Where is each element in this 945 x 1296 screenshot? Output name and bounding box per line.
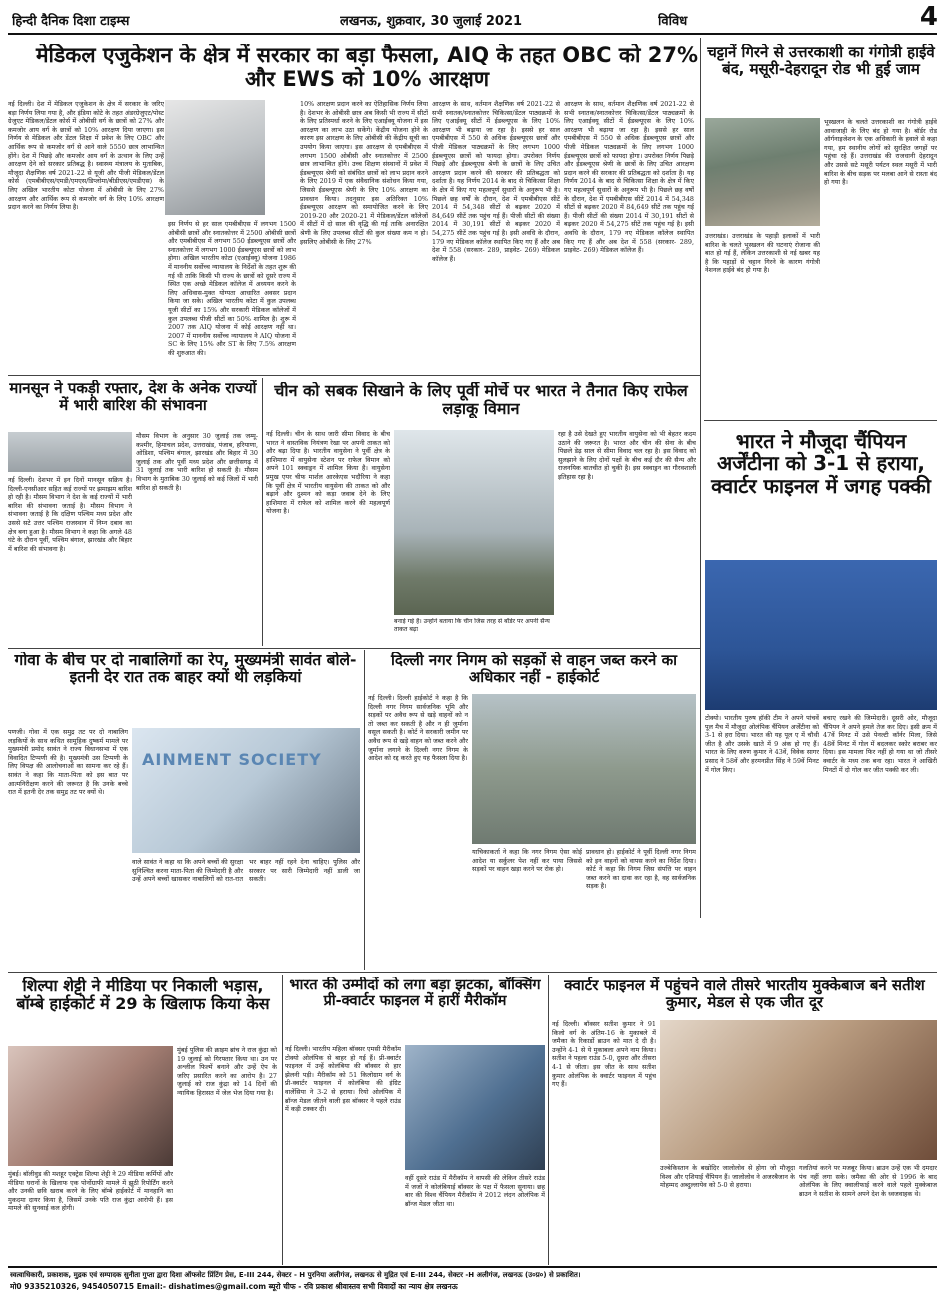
story9-body: नई दिल्ली। भारतीय महिला बॉक्सर एमसी मैरीकॉम टोक्यो ओलंपिक से बाहर हो गई हैं। प्री-क्वार्टर फाइनल में उन्हें कोलंबिया की बॉक्सर से हार झेलनी पड़ी। मैरीकॉम को 51 किलोग्राम वर्ग के प्री-क्वार्टर फाइनल में कोलंबिया की इंग्रिट वालेंसिया ने 3-2 से हराया। रियो ओलंपिक में ब्रॉन्ज मेडल जीतने वाली इस बॉक्सर ने पहले राउंड में कड़ी टक्कर दी।: [285, 1045, 401, 1114]
section-name: विविध: [658, 14, 688, 29]
story2-headline: चट्टानें गिरने से उत्तरकाशी का गंगोत्री हाईवे बंद, मसूरी-देहरादून रोड भी हुई जाम: [707, 44, 935, 78]
story10-body2: गलतियां करने पर मजबूर किया। ब्राउन उन्हें एक भी दमदार पंच नहीं लगा सके। जमैका की ओर से 1996 के बाद ओलंपिक के लिए क्वालीफाई करने वाले पहले मुक्केबाज ब्राउन ने सतीश के सामने अपने देश के ध्वजवाहक थे।: [799, 1164, 937, 1198]
divider: [8, 375, 700, 376]
story10-headline: क्वार्टर फाइनल में पहुंचने वाले तीसरे भारतीय मुक्केबाज बने सतीश कुमार, मेडल से एक जीत दूर: [564, 977, 925, 1011]
story7-photo: [472, 694, 696, 844]
photo-banner-text: AINMENT SOCIETY: [142, 750, 322, 769]
column-rule: [700, 38, 701, 918]
story8-headline: शिल्पा शेट्टी ने मीडिया पर निकाली भड़ास, बॉम्बे हाईकोर्ट में 29 के खिलाफ किया केस: [16, 977, 270, 1013]
story7-body2: याचिकाकर्ता ने कहा कि नगर निगम ऐसा कोई आदेश या सर्कुलर पेश नहीं कर पाया जिससे सड़कों पर वाहन खड़ा करने पर रोक हो।: [472, 848, 582, 874]
story1-photo: [165, 100, 265, 215]
story2-body: भूस्खलन के चलते उत्तरकाशी का गंगोत्री हाईवे आवाजाही के लिए बंद हो गया है। बॉर्डर रोड ऑर्गनाइजेशन के एक अधिकारी के हवाले से कहा गया, हम स्थानीय लोगों को सुरक्षित जगहों पर पहुंचा रहे हैं। उत्तराखंड की राजधानी देहरादून और उससे सटे मसूरी पर्यटन स्थल मसूरी में भारी बारिश के बीच सड़क पर मलबा आने से रास्ता बंद हो गया है।: [824, 118, 937, 187]
story1-body: नई दिल्ली। देश में मेडिकल एजुकेशन के क्षेत्र में सरकार के जरिए बड़ा निर्णय लिया गया है, और इंडिया कोटे के तहत अंडरग्रेजुएट/पोस्ट ग्रेजुएट मेडिकल/डेंटल कोर्स में ओबीसी वर्ग के छात्रों को 27% और कमजोर आय वर्ग के छात्रों को 10% आरक्षण दिया जाएगा। इस निर्णय से मेडिकल और डेंटल शिक्षा में प्रवेश के लिए OBC और आर्थिक रूप से कमजोर वर्ग से आने वाले 5550 छात्र लाभान्वित होंगे। देश में पिछड़े और कमजोर आय वर्ग के उत्थान के लिए उन्हें आरक्षण देने को सरकार प्रतिबद्ध है। स्वास्थ्य मंत्रालय के मुताबिक, मौजूदा शैक्षणिक वर्ष 2021-22 से यूजी और पीजी मेडिकल/डेंटल कोर्स (एमबीबीएस/एमडी/एमएस/डिप्लोमा/बीडीएस/एमडीएस) के लिए अखिल भारतीय कोटा योजना में ओबीसी के लिए 27% आरक्षण और आर्थिक रूप से कमजोर वर्ग के लिए 10% आरक्षण प्रदान करने का निर्णय लिया है।: [8, 100, 164, 212]
column-rule: [262, 378, 263, 646]
story3-photo: [8, 432, 132, 472]
story5-photo: [705, 560, 937, 710]
masthead: [0, 0, 945, 34]
story9-headline: भारत की उम्मीदों को लगा बड़ा झटका, बॉक्सिंग प्री-क्वार्टर फाइनल में हारीं मैरीकॉम: [289, 977, 541, 1010]
story1-body4: आरक्षण के साथ, वर्तमान शैक्षणिक वर्ष 2021-22 से सभी स्नातक/स्नातकोत्तर चिकित्सा/डेंटल पाठ्यक्रमों के लिए एआईक्यू सीटों में ईडब्ल्यूएस के लिए 10% आरक्षण भी बढ़ाया जा रहा है। इससे हर साल एमबीबीएस में 550 से अधिक ईडब्ल्यूएस छात्रों और पीजी मेडिकल पाठ्यक्रमों के लिए लगभग 1000 ईडब्ल्यूएस छात्रों को फायदा होगा। उपरोक्त निर्णय पिछड़े और ईडब्ल्यूएस श्रेणी के छात्रों के लिए उचित आरक्षण प्रदान करने की सरकार की प्रतिबद्धता को दर्शाता है। यह निर्णय 2014 के बाद से चिकित्सा शिक्षा के क्षेत्र में किए गए महत्वपूर्ण सुधारों के अनुरूप भी है। पिछले छह वर्षों के दौरान, देश में एमबीबीएस सीटें 2014 में 54,348 सीटों से बढ़कर 2020 में 84,649 सीटें तक पहुंच गई हैं। पीजी सीटों की संख्या 2014 में 30,191 सीटों से बढ़कर 2020 में 54,275 सीटें तक पहुंच गई है। इसी अवधि के दौरान, 179 नए मेडिकल कॉलेज स्थापित किए गए हैं और अब देश में 558 (सरकार- 289, प्राइवेट- 269) मेडिकल कॉलेज हैं।: [432, 100, 560, 263]
story8-photo: [8, 1046, 173, 1166]
story5-body: टोक्यो। भारतीय पुरुष हॉकी टीम ने अपने पांचवें पूल मैच में मौजूदा ओलंपिक चैंपियन अर्जेंटीना को 3-1 से हरा दिया। भारत की यह पूल ए में चौथी जीत है और उसके खाते में 9 अंक हो गए हैं। भारत के लिए वरुण कुमार ने 43वें, विवेक सागर प्रसाद ने 58वें और हरमनप्रीत सिंह ने 59वें मिनट में गोल किए।: [705, 714, 819, 774]
story7-headline: दिल्ली नगर निगम को सड़कों से वाहन जब्त करने का अधिकार नहीं - हाईकोर्ट: [390, 652, 678, 686]
paper-name: हिन्दी दैनिक दिशा टाइम्स: [12, 14, 130, 29]
divider: [704, 420, 937, 421]
story3-headline: मानसून ने पकड़ी रफ्तार, देश के अनेक राज्यों में भारी बारिश की संभावना: [9, 380, 257, 414]
story6-body: पणजी। गोवा में एक समुद्र तट पर दो नाबालिग लड़कियों के साथ कथित सामूहिक दुष्कर्म मामले पर मुख्यमंत्री प्रमोद सावंत ने राज्य विधानसभा में एक विवादित टिप्पणी की है। मुख्यमंत्री उस टिप्पणी के लिए विपक्ष की आलोचनाओं का सामना कर रहे हैं। सावंत ने कहा कि माता-पिता को इस बात पर आत्मनिरीक्षण करने की जरूरत है कि उनके बच्चे रात में इतनी देर तक समुद्र तट पर क्यों थे।: [8, 728, 128, 797]
story2-caption: उत्तराखंड। उत्तराखंड के पहाड़ी इलाकों में भारी बारिश के चलते भूस्खलन की घटनाएं रोजाना की बात हो गई हैं, लेकिन उत्तरकाशी से नई खबर यह है कि पहाड़ों से चट्टान गिरने के कारण गंगोत्री नेशनल हाईवे बंद हो गया है।: [705, 232, 820, 275]
story1-headline: मेडिकल एजुकेशन के क्षेत्र में सरकार का बड़ा फैसला, AIQ के तहत OBC को 27% और EWS को 10% आरक्षण: [36, 44, 698, 91]
story1-body2: इस निर्णय से हर साल एमबीबीएस में लगभग 1500 ओबीसी छात्रों और स्नातकोत्तर में 2500 ओबीसी छात्रों और एमबीबीएस में लगभग 550 ईडब्ल्यूएस छात्रों और स्नातकोत्तर में लगभग 1000 ईडब्ल्यूएस छात्रों को लाभ होगा। अखिल भारतीय कोटा (एआईक्यू) योजना 1986 में माननीय सर्वोच्च न्यायालय के निर्देशों के तहत शुरू की गई थी ताकि किसी भी राज्य के छात्रों को दूसरे राज्य में स्थित एक अच्छे मेडिकल कॉलेज में अध्ययन करने के लिए अधिवास-मुक्त योग्यता आधारित अवसर प्रदान किया जा सके। अखिल भारतीय कोटा में कुल उपलब्ध यूजी सीटों का 15% और सरकारी मेडिकल कॉलेजों में कुल उपलब्ध पीजी सीटों का 50% शामिल है। शुरू में 2007 तक AIQ योजना में कोई आरक्षण नहीं था। 2007 में माननीय सर्वोच्च न्यायालय ने AIQ योजना में SC के लिए 15% और ST के लिए 7.5% आरक्षण की शुरुआत की।: [168, 220, 296, 357]
footer-imprint: स्वत्वाधिकारी, प्रकाशक, मुद्रक एवं सम्पादक सुनीता गुप्ता द्वारा दिशा ऑफसेट प्रिंटिंग प्रेस, E-III 244, सेक्टर - H पुरनिया अलीगंज, लखनऊ से मुद्रित एवं E-III 244, सेक्टर -H अलीगंज, लखनऊ (उ०प्र०) से प्रकाशित।: [10, 1271, 581, 1279]
dateline: लखनऊ, शुक्रवार, 30 जुलाई 2021: [340, 14, 523, 29]
story6-photo: [132, 728, 360, 853]
story5-body2: बचाए रखने की जिम्मेदारी। दूसरी ओर, मौजूदा चैंपियन ने अपने हमले तेज कर दिए। इसी क्रम में 47वें मिनट में उसे पेनल्टी कॉर्नर मिला, जिसे 48वें मिनट में गोल में बदलकर स्कोर बराबर कर दिया। इस मामला फिर नहीं हो गया था जो तीसरे क्वार्टर के मध्य तक बना रहा। भारत ने आखिरी मिनटों में दो गोल कर जीत पक्की कर ली।: [823, 714, 937, 774]
story8-body2: मुंबई पुलिस की क्राइम ब्रांच ने राज कुंद्रा को 19 जुलाई को गिरफ्तार किया था। उन पर अश्लील फिल्में बनाने और उन्हें ऐप के जरिए प्रसारित करने का आरोप है। 27 जुलाई को राज कुंद्रा को 14 दिनों की न्यायिक हिरासत में जेल भेज दिया गया है।: [177, 1046, 277, 1097]
divider: [8, 648, 700, 649]
story4-photo: [394, 430, 554, 615]
story10-photo: [660, 1020, 937, 1160]
story1-body5: आरक्षण के साथ, वर्तमान शैक्षणिक वर्ष 2021-22 से सभी स्नातक/स्नातकोत्तर चिकित्सा/डेंटल पाठ्यक्रमों के लिए एआईक्यू सीटों में ईडब्ल्यूएस के लिए 10% आरक्षण भी बढ़ाया जा रहा है। इससे हर साल एमबीबीएस में 550 से अधिक ईडब्ल्यूएस छात्रों और पीजी मेडिकल पाठ्यक्रमों के लिए लगभग 1000 ईडब्ल्यूएस छात्रों को फायदा होगा। उपरोक्त निर्णय पिछड़े और ईडब्ल्यूएस श्रेणी के छात्रों के लिए उचित आरक्षण प्रदान करने की सरकार की प्रतिबद्धता को दर्शाता है। यह निर्णय 2014 के बाद से चिकित्सा शिक्षा के क्षेत्र में किए गए महत्वपूर्ण सुधारों के अनुरूप भी है। पिछले छह वर्षों के दौरान, देश में एमबीबीएस सीटें 2014 में 54,348 सीटों से बढ़कर 2020 में 84,649 सीटें तक पहुंच गई हैं। पीजी सीटों की संख्या 2014 में 30,191 सीटों से बढ़कर 2020 में 54,275 सीटें तक पहुंच गई है। इसी अवधि के दौरान, 179 नए मेडिकल कॉलेज स्थापित किए गए हैं और अब देश में 558 (सरकार- 289, प्राइवेट- 269) मेडिकल कॉलेज हैं।: [564, 100, 694, 255]
story3-body: नई दिल्ली। देशभर में इन दिनों मानसून सक्रिय है। दिल्ली-एनसीआर सहित कई राज्यों पर झमाझम बारिश हो रही है। मौसम विभाग ने देश के कई राज्यों में भारी बारिश की संभावना जताई है। मौसम विभाग ने संभावना जताई है कि दक्षिण पश्चिम मध्य प्रदेश और उससे सटे उत्तर पश्चिम राजस्थान में निम्न दबाव का क्षेत्र बना हुआ है। मौसम विभाग ने कहा कि अगले 48 घंटे के दौरान पूर्वी, पश्चिम बंगाल, झारखंड और बिहार में बारिश की संभावना है।: [8, 476, 132, 553]
column-rule: [282, 975, 283, 1265]
story1-body3: 10% आरक्षण प्रदान करने का ऐतिहासिक निर्णय लिया है। देशभर के ओबीसी छात्र अब किसी भी राज्य में सीटों के लिए प्रतिस्पर्धा करने के लिए एआईक्यू योजना में इस आरक्षण का लाभ उठा सकेंगे। केंद्रीय योजना होने के कारण इस आरक्षण के लिए ओबीसी की केंद्रीय सूची का उपयोग किया जाएगा। इस आरक्षण से एमबीबीएस में लगभग 1500 ओबीसी और स्नातकोत्तर में 2500 छात्र लाभान्वित होंगे। उच्च शिक्षण संस्थानों में प्रवेश में ईडब्ल्यूएस श्रेणी को संबंधित छात्रों को लाभ प्रदान करने के लिए 2019 में एक संवैधानिक संशोधन किया गया, जिससे ईडब्ल्यूएस श्रेणी के लिए 10% आरक्षण का प्रावधान किया। तदनुसार इस अतिरिक्त 10% ईडब्ल्यूएस आरक्षण को समायोजित करने के लिए 2019-20 और 2020-21 में मेडिकल/डेंटल कॉलेजों में सीटों में दो साल की वृद्धि की गई ताकि अनारक्षित श्रेणी के लिए उपलब्ध सीटों की कुल संख्या कम न हो। इसलिए ओबीसी के लिए 27%: [300, 100, 428, 246]
story9-photo: [405, 1045, 545, 1170]
story7-body: नई दिल्ली। दिल्ली हाईकोर्ट ने कहा है कि दिल्ली नगर निगम सार्वजनिक भूमि और सड़कों पर अवैध रूप से खड़े वाहनों को न तो जब्त कर सकती है और न ही जुर्माना वसूल सकती है। कोर्ट ने सरकारी जमीन पर अवैध रूप से खड़े वाहन को जब्त करने और जुर्माना लगाने के दिल्ली नगर निगम के आदेश को रद्द करते हुए यह फैसला दिया है।: [368, 694, 468, 763]
story4-headline: चीन को सबक सिखाने के लिए पूर्वी मोर्चे पर भारत ने तैनात किए राफेल लड़ाकू विमान: [274, 382, 688, 418]
story2-photo: [705, 118, 820, 226]
divider: [8, 972, 937, 973]
masthead-rule: [8, 33, 937, 35]
story4-body: नई दिल्ली। चीन के साथ जारी सीमा विवाद के बीच भारत ने वास्तविक नियंत्रण रेखा पर अपनी ताकत को और बढ़ा दिया है। भारतीय वायुसेना ने पूर्वी क्षेत्र के हाशिमारा में वायुसेना स्टेशन पर राफेल विमान को अपने 101 स्क्वाड्रन में शामिल किया है। वायुसेना प्रमुख एयर चीफ मार्शल आरकेएस भदौरिया ने कहा कि पूर्वी क्षेत्र में भारतीय वायुसेना की ताकत को और बढ़ाने और दुश्मन को कड़ा जवाब देने के लिए हाशिमारा में राफेल को शामिल करने की महत्वपूर्ण योजना है।: [266, 430, 390, 516]
footer-contact: मो0 9335210326, 9454050715 Email:- dishatimes@gmail.com ब्यूरो चीफ - रवि प्रकाश श्रीवास्तव सभी विवादों का न्याय क्षेत्र लखनऊ: [10, 1282, 458, 1291]
page-number: 4: [919, 2, 938, 32]
story9-body2: वहीं दूसरे राउंड में मैरीकॉम ने वापसी की लेकिन तीसरे राउंड में जजों ने कोलंबियाई बॉक्सर के पक्ष में फैसला सुनाया। छह बार की विश्व चैंपियन मैरीकॉम ने 2012 लंदन ओलंपिक में ब्रॉन्ज मेडल जीता था।: [405, 1174, 545, 1208]
story4-caption: बनाई गई है। उन्होंने बताया कि चीन जिस तरह से बॉर्डर पर अपनी सैन्य ताकत बढ़ा: [394, 618, 550, 633]
story8-body: मुंबई। बॉलीवुड की मशहूर एक्ट्रेस शिल्पा शेट्टी ने 29 मीडिया कर्मियों और मीडिया घरानों के खिलाफ एक पोर्नोग्राफी मामले में झूठी रिपोर्टिंग करने और उनकी छवि खराब करने के लिए बॉम्बे हाईकोर्ट में मानहानि का मुकदमा दायर किया है, जिसमें उनके पति राज कुंद्रा आरोपी हैं। इस मामले की सुनवाई कल होगी।: [8, 1170, 173, 1213]
story10-caption: उज्बेकिस्तान के बखोदिर जालोलोव से होगा जो मौजूदा विश्व और एशियाई चैंपियन हैं। जालोलोव ने अजरबैजान के मोहम्मद अब्दुल्लायेव को 5-0 से हराया।: [660, 1164, 795, 1190]
story7-body3: प्रावधान हो। हाईकोर्ट ने पूर्वी दिल्ली नगर निगम को इन वाहनों को वापस करने का निर्देश दिया। कोर्ट ने कहा कि निगम जिस संपत्ति पर वाहन जब्त करने का दावा कर रहा है, वह सार्वजनिक सड़क है।: [586, 848, 696, 891]
story5-headline: भारत ने मौजूदा चैंपियन अर्जेंटीना को 3-1 से हराया, क्वार्टर फाइनल में जगह पक्की: [711, 430, 931, 498]
story3-body2: मौसम विभाग के अनुसार 30 जुलाई तक जम्मू-कश्मीर, हिमाचल प्रदेश, उत्तराखंड, पंजाब, हरियाणा, ओडिशा, पश्चिम बंगाल, झारखंड और बिहार में 30 जुलाई तक और पूर्वी मध्य प्रदेश और छत्तीसगढ़ में 31 जुलाई तक भारी बारिश हो सकती है। मौसम विभाग के मुताबिक 30 जुलाई को कई जिलों में भारी बारिश हो सकती है।: [136, 432, 258, 492]
column-rule: [364, 650, 365, 970]
column-rule: [548, 975, 549, 1265]
footer-rule: [8, 1266, 937, 1268]
story4-body2: रहा है उसे देखते हुए भारतीय वायुसेना को भी बेहतर कदम उठाने की जरूरत है। भारत और चीन की सेना के बीच पिछले डेढ़ साल से सीमा विवाद चल रहा है। इस विवाद को सुलझाने के लिए दोनों पक्षों के बीच कई दौर की सैन्य और राजनयिक बातचीत हो चुकी है। इस स्क्वाड्रन का गौरवशाली इतिहास रहा है।: [558, 430, 696, 481]
story6-body2: वाले सावंत ने कहा था कि अपने बच्चों की सुरक्षा सुनिश्चित करना माता-पिता की जिम्मेदारी है और उन्हें अपने बच्चों खासकर नाबालिगों को रात-रात भर बाहर नहीं रहने देना चाहिए। पुलिस और सरकार पर सारी जिम्मेदारी नहीं डाली जा सकती।: [132, 858, 360, 884]
story10-body: नई दिल्ली। बॉक्सर सतीश कुमार ने 91 किलो वर्ग के अंतिम-16 के मुकाबले में जमैका के रिकार्डो ब्राउन को मात दे दी है। उन्होंने 4-1 से ये मुकाबला अपने नाम किया। सतीश ने पहला राउंड 5-0, दूसरा और तीसरा 4-1 से जीता। इस जीत के साथ सतीश कुमार ओलंपिक के क्वार्टर फाइनल में पहुंच गए हैं।: [552, 1020, 656, 1089]
story6-headline: गोवा के बीच पर दो नाबालिगों का रेप, मुख्यमंत्री सावंत बोले- इतनी देर रात तक बाहर क्यों थी लड़कियां: [14, 652, 357, 687]
